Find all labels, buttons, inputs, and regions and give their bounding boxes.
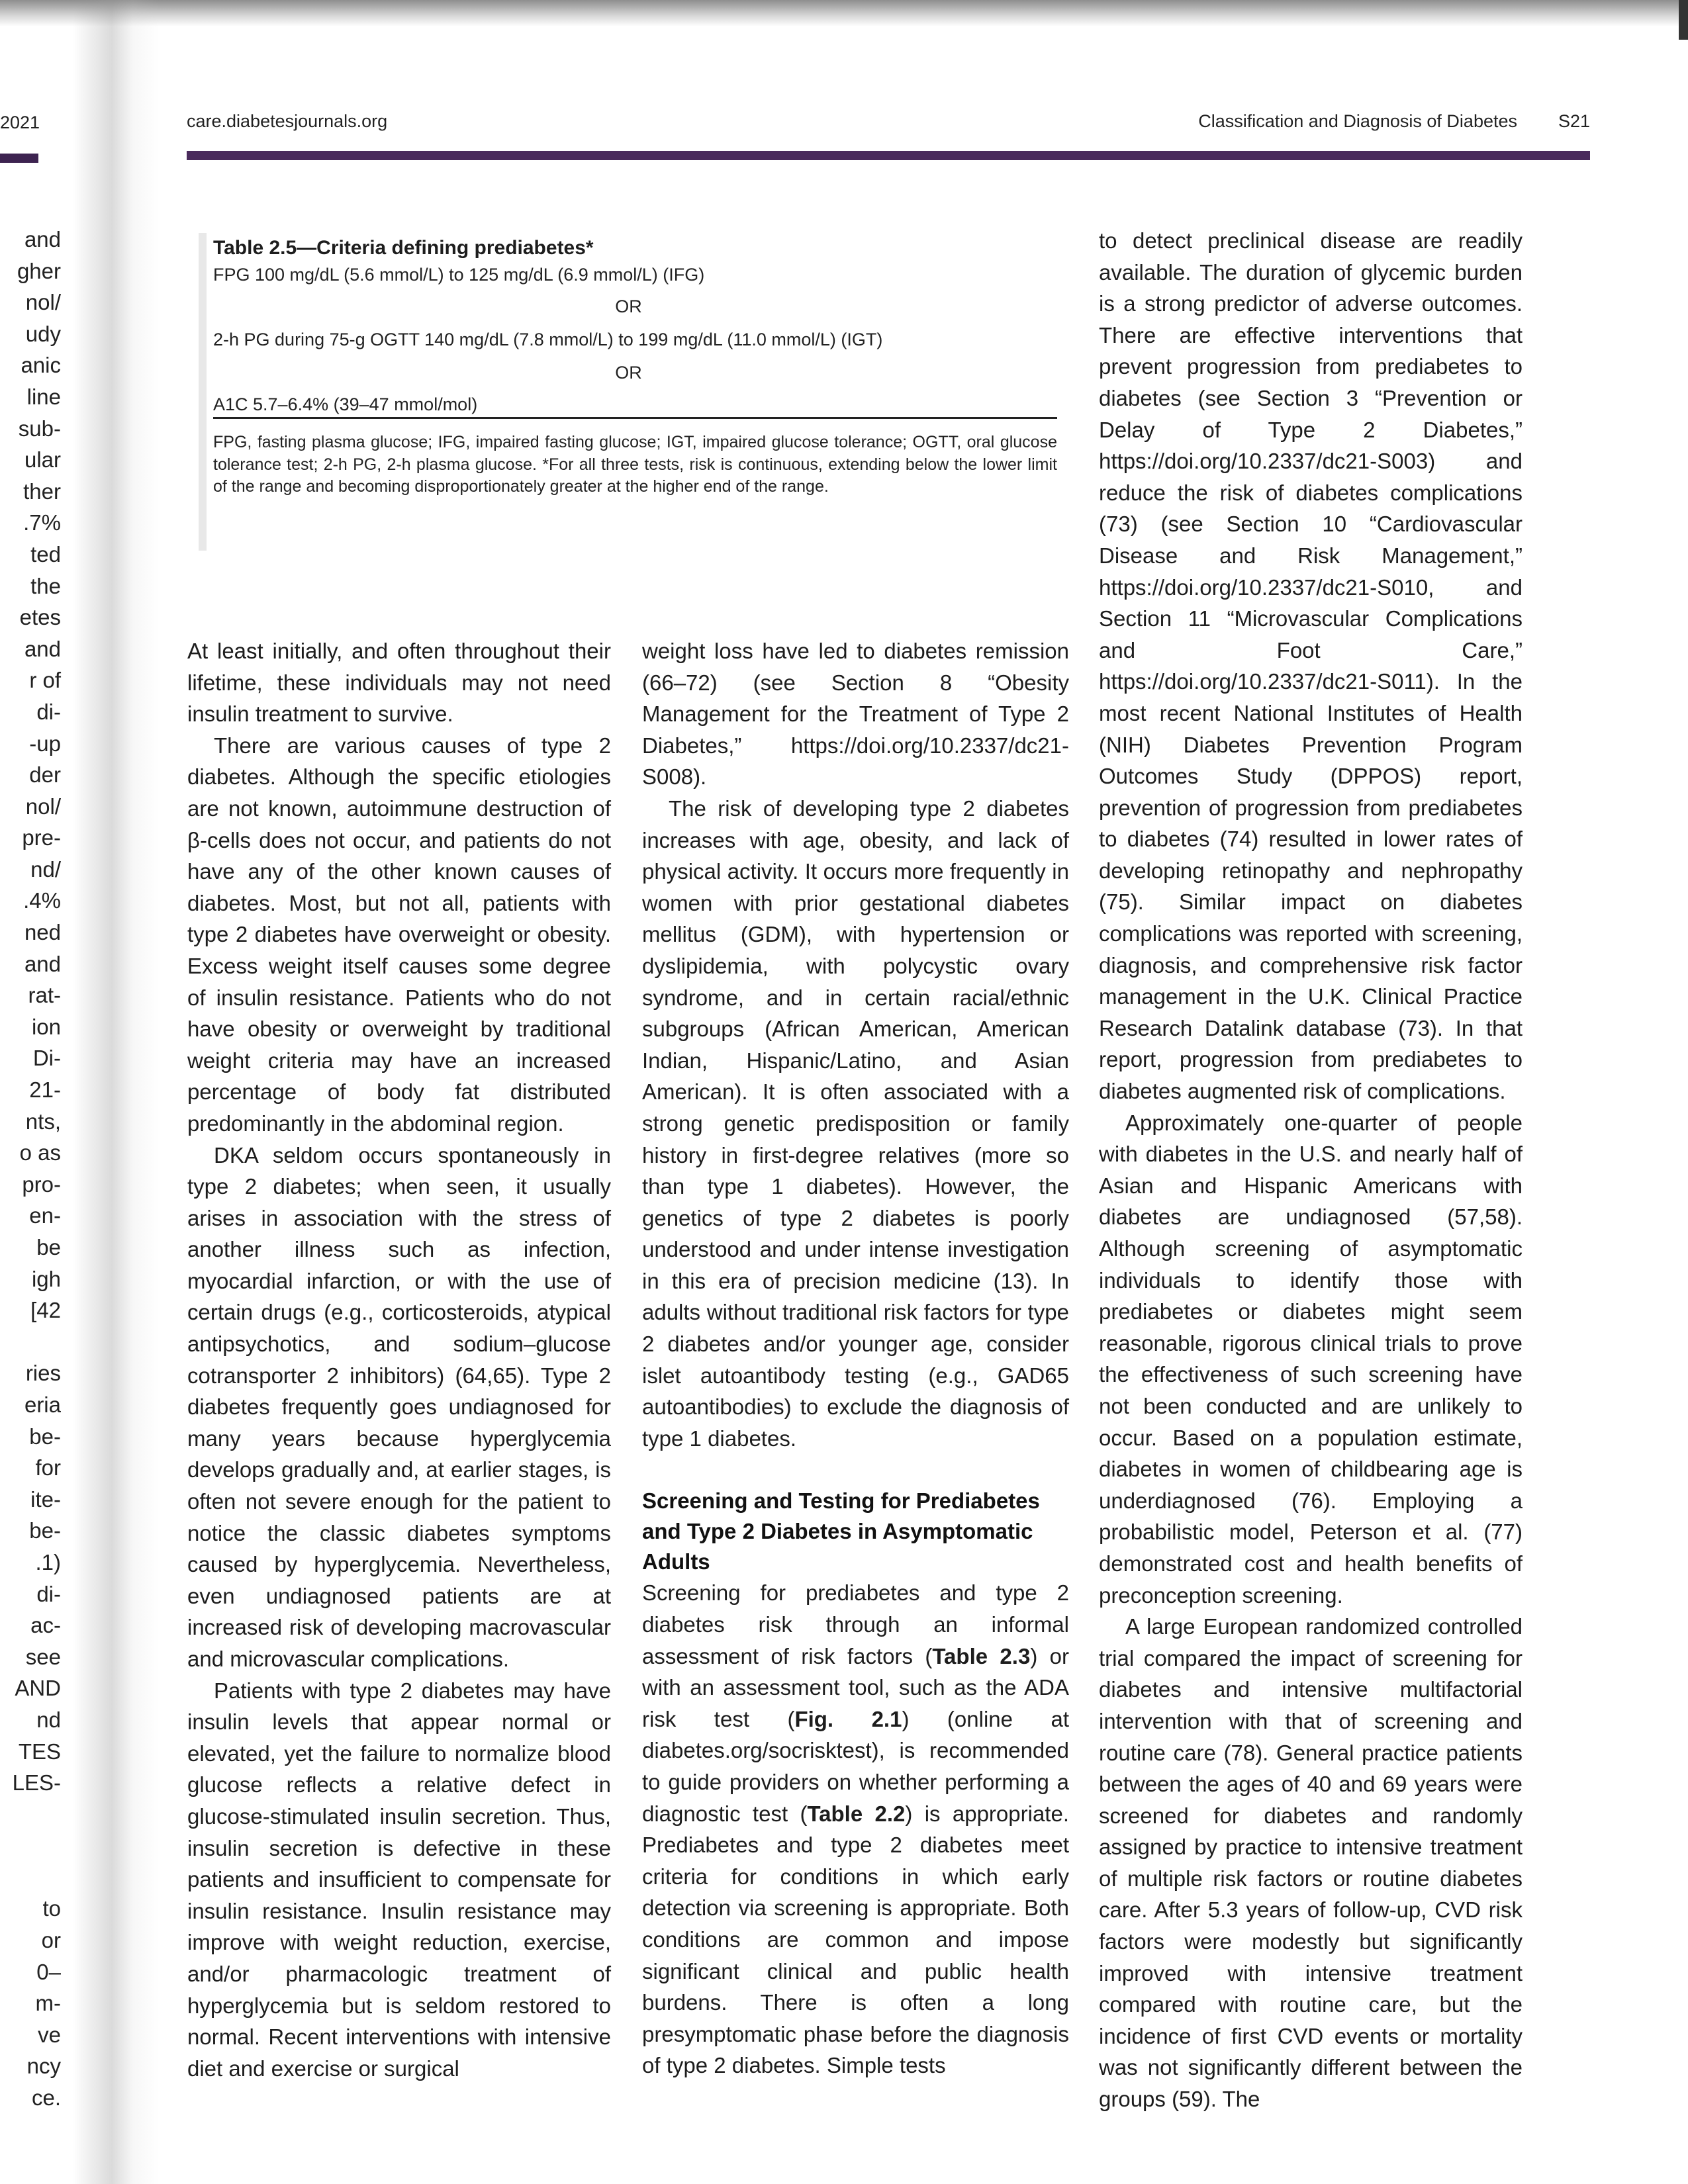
table-reference-link[interactable]: Table 2.3 [932,1643,1031,1668]
previous-page-fragment: and [24,227,61,251]
previous-page-fragment [0,1830,61,1862]
previous-page-fragment [0,1326,61,1358]
table-reference-link[interactable]: Table 2.2 [807,1801,906,1826]
previous-page-header-rule [0,154,38,163]
previous-page-fragment: LES- [12,1770,61,1796]
previous-page-fragment: .1) [35,1549,61,1574]
previous-page-fragment: di- [36,699,61,724]
table-rule [213,417,1057,419]
table-row-fpg: FPG 100 mg/dL (5.6 mmol/L) to 125 mg/dL (6.9 mmol/L) (IFG) [213,265,705,285]
previous-page-fragment: di- [36,1581,61,1606]
previous-page-fragment: nol/ [25,794,61,819]
section-title: Classification and Diagnosis of Diabetes [1198,111,1517,131]
previous-page-fragment: r of [29,668,61,693]
previous-page-fragment: be [36,1235,61,1259]
previous-page-fragment: gher [17,258,61,283]
table-title: Table 2.5—Criteria defining prediabetes* [213,237,594,259]
previous-page-edge [0,0,66,2184]
previous-page-year: 2021 [0,113,40,132]
previous-page-fragment: nol/ [25,290,61,315]
previous-page-fragment: ned [24,920,61,945]
previous-page-fragment: rat- [28,983,61,1008]
previous-page-fragment: 0– [36,1959,61,1984]
page-number: S21 [1558,111,1590,131]
body-column-middle [642,635,1069,2081]
previous-page-fragment: ther [23,478,61,504]
previous-page-fragment: .4% [23,888,61,913]
previous-page-fragment: ular [24,447,61,473]
table-row-or: OR [615,296,642,316]
paragraph: The risk of developing type 2 diabetes increases with age, obesity, and lack of physical activity. It occurs more frequently in women with prior gestational diabetes mellitus (GDM), with hypertension or dyslipidemia, with polycystic ovary syndrome, and in certain racial/ethnic subgroups (African American, American Indian, Hispanic/Latino, and Asian American). It is often associated with a strong genetic predisposition or family history in first-degree relatives (more so than type 1 diabetes). However, the genetics of type 2 diabetes is poorly understood and under intense investigation in this era of precision medicine (13). In adults without traditional risk factors for type 2 diabetes and/or younger age, consider islet autoantibody testing (e.g., GAD65 autoantibodies) to exclude the diagnosis of type 1 diabetes. [642,796,1069,1451]
previous-page-fragment: ac- [30,1613,61,1638]
paragraph: Approximately one-quarter of people with diabetes in the U.S. and nearly half of Asian and Hispanic Americans with diabetes are undiagnosed (57,58). Although screening of asymptomatic individuals to identify those with prediabetes or diabetes might seem reasonable, rigorous clinical trials to prove the effectiveness of such screening have not been conducted and are unlikely to occur. Based on a population estimate, diabetes in women of childbearing age is underdiagnosed (76). Employing a probabilistic model, Peterson et al. (77) demonstrated cost and health benefits of preconception screening. [1099,1110,1523,1608]
previous-page-fragment [0,1862,61,1893]
table-row-ogtt: 2-h PG during 75-g OGTT 140 mg/dL (7.8 mmol/L) to 199 mg/dL (11.0 mmol/L) (IGT) [213,330,883,349]
previous-page-fragment: and [24,951,61,976]
previous-page-fragment: ted [30,541,61,567]
binding-gutter-shadow [73,0,159,2184]
previous-page-fragment: o as [19,1140,61,1165]
previous-page-fragment: be- [29,1424,61,1449]
paragraph: At least initially, and often throughout their lifetime, these individuals may not need insulin treatment to survive. [187,639,611,727]
previous-page-fragment: see [25,1644,61,1669]
previous-page-fragments [0,224,61,2114]
paragraph: weight loss have led to diabetes remission (66–72) (see Section 8 “Obesity Management for the Treatment of Type 2 Diabetes,” https://doi.org/10.2337/dc21-S008). [642,639,1069,790]
paragraph: Patients with type 2 diabetes may have insulin levels that appear normal or elevated, yet the failure to normalize blood glucose reflects a relative defect in glucose-stimulated insulin secretion. Thus, insulin secretion is defective in these patients and insufficient to compensate for insulin resistance. Insulin resistance may improve with weight reduction, exercise, and/or pharmacologic treatment of hyperglycemia but is seldom restored to normal. Recent interventions with intensive diet and exercise or surgical [187,1678,611,2081]
previous-page-fragment: or [41,1928,61,1953]
paragraph-screening: Screening for prediabetes and type 2 diabetes risk through an informal assessment of risk factors (Table 2.3) or with an assessment tool, such as the ADA risk test (Fig. 2.1) (online at diabetes.org/socrisktest), is recommended to guide providers on whether performing a diagnostic test (Table 2.2) is appropriate. Prediabetes and type 2 diabetes meet criteria for conditions in which early detection via screening is appropriate. Both conditions are common and impose significant clinical and public health burdens. There is often a long presymptomatic phase before the diagnosis of type 2 diabetes. Simple tests [642,1580,1069,2078]
previous-page-fragment: anic [21,353,61,378]
previous-page-fragment: sub- [18,416,61,441]
previous-page-fragment: udy [25,321,61,346]
previous-page-fragment: and [24,636,61,661]
paragraph: DKA seldom occurs spontaneously in type 2 diabetes; when seen, it usually arises in association with the stress of another illness such as infection, myocardial infarction, or with the use of certain drugs (e.g., corticosteroids, atypical antipsychotics, and sodium–glucose cotransporter 2 inhibitors) (64,65). Type 2 diabetes frequently goes undiagnosed for many years because hyperglycemia develops gradually and, at earlier stages, is often not severe enough for the patient to notice the classic diabetes symptoms caused by hyperglycemia. Nevertheless, even undiagnosed patients are at increased risk of developing macrovascular and microvascular complications. [187,1142,611,1671]
previous-page-fragment: to [42,1896,61,1921]
previous-page-fragment: TES [18,1739,61,1764]
previous-page-fragment: nd [36,1707,61,1732]
previous-page-fragment: Di- [32,1046,61,1071]
previous-page-fragment [0,1799,61,1831]
table-row-or: OR [615,363,642,383]
previous-page-fragment: ncy [26,2054,61,2079]
previous-page-fragment: nd/ [30,856,61,882]
previous-page-fragment: eria [24,1392,61,1417]
body-column-right [1099,225,1523,2115]
previous-page-fragment: 21- [29,1077,61,1103]
previous-page-fragment: -up [29,731,61,756]
previous-page-fragment: ve [38,2022,61,2047]
running-header [187,111,1590,138]
section-heading: Screening and Testing for Prediabetes and Type 2 Diabetes in Asymptomatic Adults [642,1488,1040,1574]
previous-page-fragment: ite- [30,1486,61,1512]
scan-top-shadow [0,0,1688,26]
journal-url[interactable]: care.diabetesjournals.org [187,111,388,131]
previous-page-fragment: be- [29,1518,61,1543]
paragraph: A large European randomized controlled trial compared the impact of screening for diabetes and intensive multifactorial intervention with that of screening and routine care (78). General practice patients between the ages of 40 and 69 years were screened for diabetes and randomly assigned by practice to intensive treatment of multiple risk factors or routine diabetes care. After 5.3 years of follow-up, CVD risk factors were modestly but significantly improved with intensive treatment compared with routine care, but the incidence of first CVD events or mortality was not significantly different between the groups (59). The [1099,1614,1523,2112]
previous-page-fragment: nts, [25,1109,61,1134]
table-footnote: FPG, fasting plasma glucose; IFG, impaired fasting glucose; IGT, impaired glucose tolerance; OGTT, oral glucose tolerance test; 2-h PG, 2-h plasma glucose. *For all three tests, risk is continuous, extending below the lower limit of the range and becoming disproportionately greater at the higher end of the range. [213,433,1057,496]
table-row-a1c: A1C 5.7–6.4% (39–47 mmol/mol) [213,394,478,414]
previous-page-fragment: .7% [23,510,61,535]
previous-page-fragment: ion [31,1014,61,1039]
scan-edge-mark [1679,0,1688,40]
previous-page-fragment: der [29,762,61,788]
previous-page-fragment: ries [25,1361,61,1386]
previous-page-fragment: for [35,1455,61,1480]
previous-page-fragment: [42 [30,1298,61,1323]
previous-page-fragment: line [26,384,61,409]
body-column-left [187,635,611,2084]
table-2-5 [199,233,1067,551]
previous-page-fragment: pro- [22,1171,61,1197]
previous-page-fragment: pre- [22,825,61,850]
header-rule [187,151,1590,160]
paragraph: to detect preclinical disease are readily available. The duration of glycemic burden is a strong predictor of adverse outcomes. There are effective interventions that prevent progression from prediabetes to diabetes (see Section 3 “Prevention or Delay of Type 2 Diabetes,” https://doi.org/10.2337/dc21-S003) and reduce the risk of diabetes complications (73) (see Section 10 “Cardiovascular Disease and Risk Management,” https://doi.org/10.2337/dc21-S010, and Section 11 “Microvascular Complications and Foot Care,” https://doi.org/10.2337/dc21-S011). In the most recent National Institutes of Health (NIH) Diabetes Prevention Program Outcomes Study (DPPOS) report, prevention of progression from prediabetes to diabetes (74) resulted in lower rates of developing retinopathy and nephropathy (75). Similar impact on diabetes complications was reported with screening, diagnosis, and comprehensive risk factor management in the U.K. Clinical Practice Research Datalink database (73). In that report, progression from prediabetes to diabetes augmented risk of complications. [1099,228,1523,1104]
previous-page-fragment: AND [15,1676,61,1701]
paragraph: There are various causes of type 2 diabetes. Although the specific etiologies are not known, autoimmune destruction of β-cells does not occur, and patients do not have any of the other known causes of diabetes. Most, but not all, patients with type 2 diabetes have overweight or obesity. Excess weight itself causes some degree of insulin resistance. Patients who do not have obesity or overweight by traditional weight criteria may have an increased percentage of body fat distributed predominantly in the abdominal region. [187,733,611,1136]
previous-page-fragment: the [30,573,61,598]
previous-page-fragment: etes [19,605,61,630]
figure-reference-link[interactable]: Fig. 2.1 [794,1706,902,1731]
previous-page-fragment: ce. [31,2085,61,2111]
previous-page-fragment: igh [31,1266,61,1291]
previous-page-fragment: en- [29,1203,61,1228]
previous-page-fragment: m- [35,1991,61,2016]
